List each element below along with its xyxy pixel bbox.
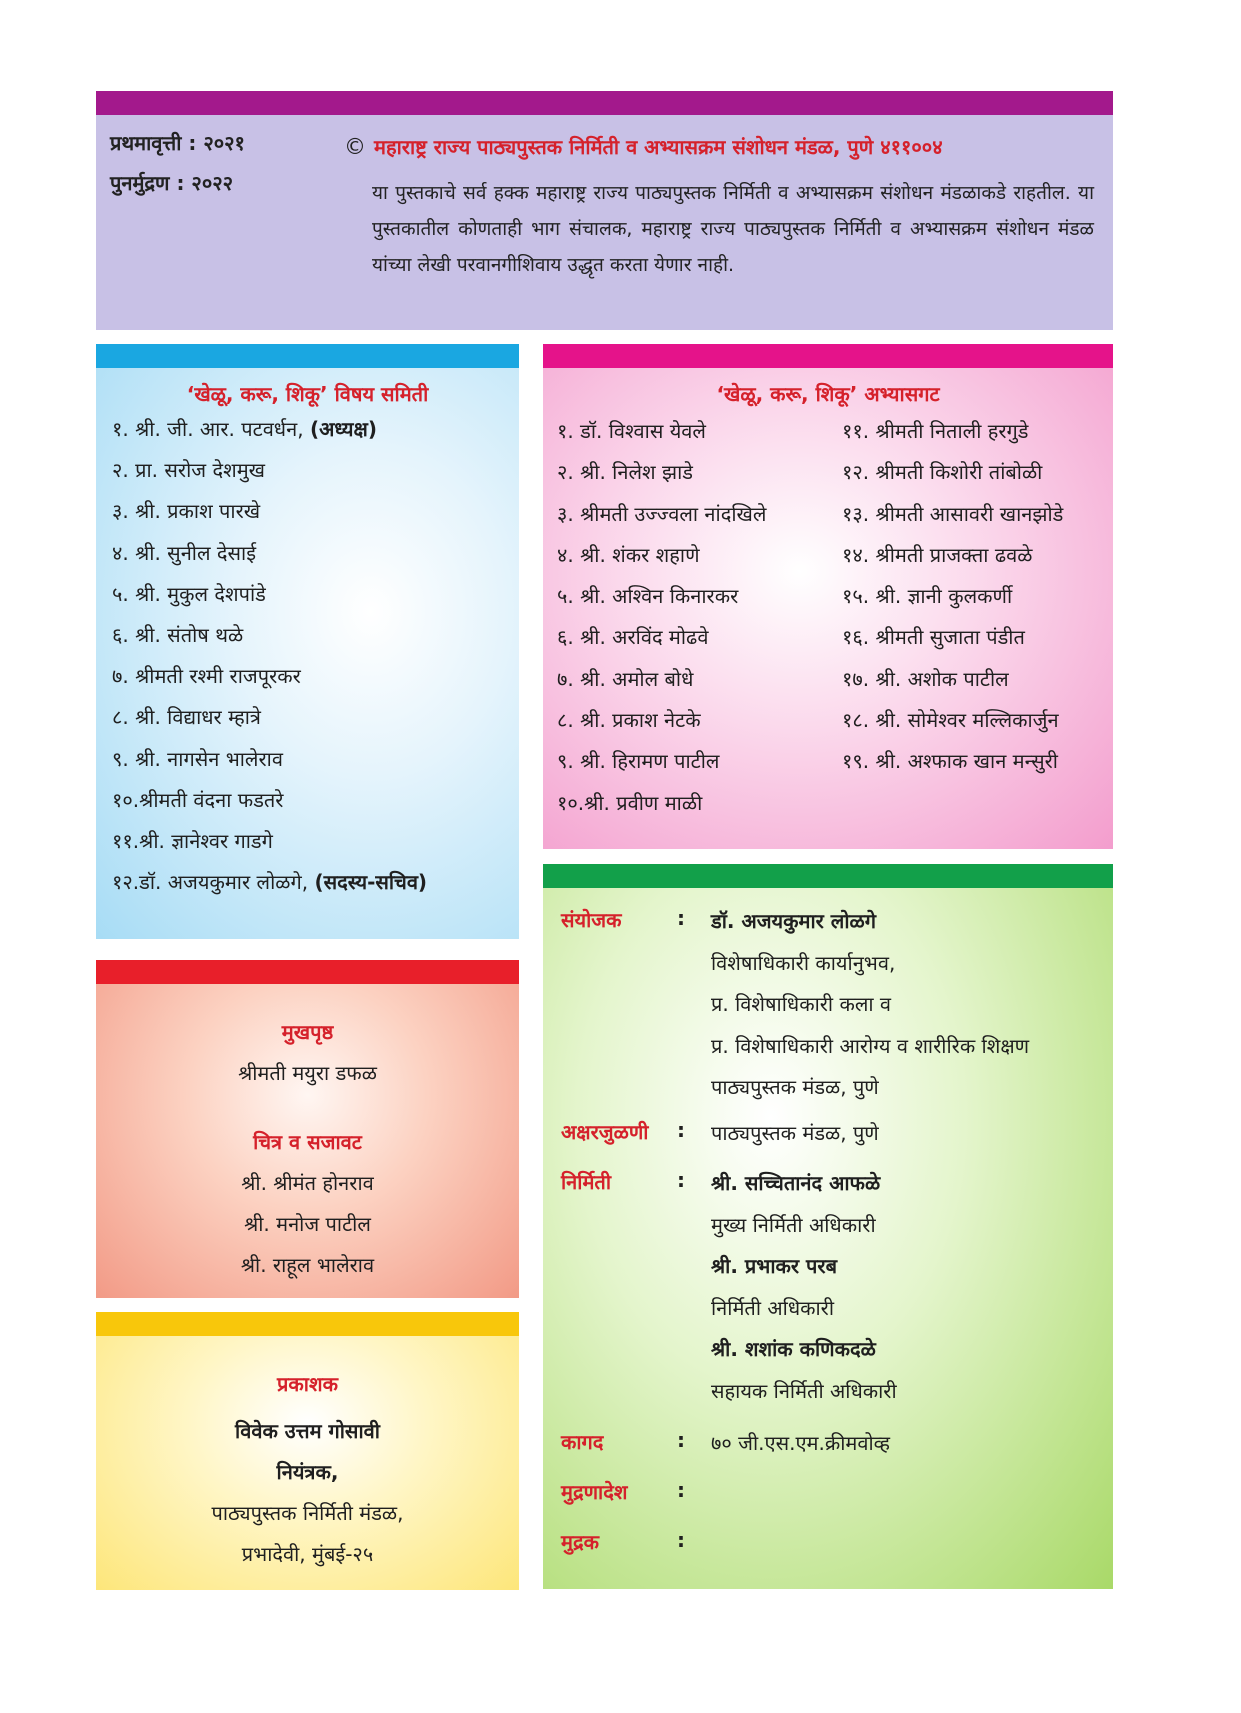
header-color-bar <box>96 91 1113 115</box>
first-edition: प्रथमावृत्ती : २०२१ <box>110 131 245 155</box>
list-item: १८. श्री. सोमेश्वर मल्लिकार्जुन <box>842 708 1059 733</box>
typesetting-label: अक्षरजुळणी <box>561 1120 649 1144</box>
list-item: ९. श्री. नागसेन भालेराव <box>112 746 283 771</box>
list-item: ६. श्री. संतोष थळे <box>112 622 244 647</box>
illustrator: श्री. श्रीमंत होनराव <box>241 1171 374 1195</box>
list-item: ५. श्री. अश्विन किनारकर <box>557 584 739 609</box>
publisher-org: पाठ्यपुस्तक निर्मिती मंडळ, <box>211 1501 404 1525</box>
list-item: १७. श्री. अशोक पाटील <box>842 666 1009 691</box>
committee-title: ‘खेळू, करू, शिकू’ विषय समिती <box>186 382 429 406</box>
credits-panel: संयोजक : डॉ. अजयकुमार लोळगे विशेषाधिकारी कार्यानुभव, प्र. विशेषाधिकारी कला व प्र. विशेषाधिकारी आरोग्य व शारीरिक शिक्षण पाठ्यपुस्तक मंडळ, पुणे अक्षरजुळणी : पाठ्यपुस्तक मंडळ, पुणे निर्मिती : श्री. सच्चितानंद आफळे मुख्य निर्मिती अधिकारी श्री. प्रभाकर परब निर्मिती अधिकारी श्री. शशांक कणिकदळे सहायक निर्मिती अधिकारी कागद : ७० जी.एस.एम.क्रीमवोव्ह मुद्रणादेश : मुद्रक : <box>543 864 1113 1589</box>
illustrator: श्री. मनोज पाटील <box>244 1212 371 1236</box>
study-group-panel <box>543 344 1113 849</box>
list-item: ११.श्री. ज्ञानेश्वर गाडगे <box>112 828 273 853</box>
list-item: १२. श्रीमती किशोरी तांबोळी <box>842 460 1043 485</box>
list-item: ४. श्री. शंकर शहाणे <box>557 542 700 567</box>
list-item: ५. श्री. मुकुल देशपांडे <box>112 581 266 606</box>
group-title: ‘खेळू, करू, शिकू’ अभ्यासगट <box>716 382 940 406</box>
committee-list <box>96 409 519 903</box>
publisher-title: प्रकाशक <box>277 1372 338 1396</box>
list-item: १९. श्री. अश्फाक खान मन्सुरी <box>842 749 1058 774</box>
cover-illustration-panel <box>96 960 519 1298</box>
copyright-header <box>96 91 1113 330</box>
list-item: ७. श्री. अमोल बोधे <box>557 666 694 691</box>
list-item: ८. श्री. प्रकाश नेटके <box>557 708 701 733</box>
illustration-title: चित्र व सजावट <box>253 1130 362 1154</box>
cover-color-bar <box>96 960 519 984</box>
committee-color-bar <box>96 344 519 368</box>
list-item: १२.डॉ. अजयकुमार लोळगे, (सदस्य-सचिव) <box>112 870 428 895</box>
list-item: ८. श्री. विद्याधर म्हात्रे <box>112 705 261 730</box>
rights-statement: या पुस्तकाचे सर्व हक्क महाराष्ट्र राज्य पाठ्यपुस्तक निर्मिती व अभ्यासक्रम संशोधन मंडळाकडे राहतील. या पुस्तकातील कोणताही भाग संचालक, महाराष्ट्र राज्य पाठ्यपुस्तक निर्मिती व अभ्यासक्रम संशोधन मंडळ यांच्या लेखी परवानगीशिवाय उद्धृत करता येणार नाही. <box>372 182 1094 276</box>
subject-committee-panel <box>96 344 519 939</box>
production-value: श्री. सच्चितानंद आफळे मुख्य निर्मिती अधिकारी श्री. प्रभाकर परब निर्मिती अधिकारी श्री. शशांक कणिकदळे सहायक निर्मिती अधिकारी <box>711 1171 897 1403</box>
print-order-label: मुद्रणादेश <box>561 1480 628 1504</box>
list-item: १४. श्रीमती प्राजक्ता ढवळे <box>842 542 1033 567</box>
list-item: १६. श्रीमती सुजाता पंडीत <box>842 625 1025 650</box>
group-color-bar <box>543 344 1113 368</box>
publisher-address: प्रभादेवी, मुंबई-२५ <box>241 1542 374 1566</box>
credits-color-bar <box>543 864 1113 888</box>
list-item: ११. श्रीमती निताली हरगुडे <box>842 419 1029 443</box>
list-item: ६. श्री. अरविंद मोढवे <box>557 625 709 650</box>
publisher-panel <box>96 1312 519 1590</box>
list-item: १५. श्री. ज्ञानी कुलकर्णी <box>842 584 1013 609</box>
list-item: २. प्रा. सरोज देशमुख <box>112 458 266 483</box>
reprint: पुनर्मुद्रण : २०२२ <box>110 171 234 195</box>
group-list-right <box>842 411 1063 783</box>
list-item: ७. श्रीमती रश्मी राजपूरकर <box>112 664 301 689</box>
copyright-symbol: © <box>344 135 366 160</box>
typesetting-value: पाठ्यपुस्तक मंडळ, पुणे <box>711 1121 879 1145</box>
list-item: २. श्री. निलेश झाडे <box>557 460 693 485</box>
paper-value: ७० जी.एस.एम.क्रीमवोव्ह <box>711 1431 891 1455</box>
publisher-name: विवेक उत्तम गोसावी <box>235 1419 380 1443</box>
paper-label: कागद <box>561 1430 604 1454</box>
group-list-left <box>557 411 766 824</box>
list-item: १०.श्रीमती वंदना फडतरे <box>112 787 284 812</box>
list-item: १३. श्रीमती आसावरी खानझोडे <box>842 501 1064 526</box>
illustrator: श्री. राहूल भालेराव <box>240 1253 375 1277</box>
coordinator-label: संयोजक <box>561 908 622 932</box>
copyright-owner: महाराष्ट्र राज्य पाठ्यपुस्तक निर्मिती व अभ्यासक्रम संशोधन मंडळ, पुणे ४११००४ <box>374 135 943 159</box>
list-item: ३. श्री. प्रकाश पारखे <box>112 499 261 524</box>
publisher-color-bar <box>96 1312 519 1336</box>
production-label: निर्मिती <box>561 1170 611 1194</box>
publisher-designation: नियंत्रक, <box>276 1460 339 1484</box>
cover-artist: श्रीमती मयुरा डफळ <box>238 1061 377 1085</box>
list-item: १. डॉ. विश्वास येवले <box>557 419 706 443</box>
copyright-line <box>344 133 943 160</box>
list-item: १०.श्री. प्रवीण माळी <box>557 790 703 815</box>
printer-label: मुद्रक <box>561 1530 599 1554</box>
list-item: ४. श्री. सुनील देसाई <box>112 540 257 565</box>
cover-title: मुखपृष्ठ <box>281 1020 334 1044</box>
coordinator-value: डॉ. अजयकुमार लोळगे विशेषाधिकारी कार्यानुभव, प्र. विशेषाधिकारी कला व प्र. विशेषाधिकारी आरोग्य व शारीरिक शिक्षण पाठ्यपुस्तक मंडळ, पुणे <box>711 909 1030 1099</box>
list-item: ३. श्रीमती उज्ज्वला नांदखिले <box>557 501 767 526</box>
list-item: १. श्री. जी. आर. पटवर्धन, (अध्यक्ष) <box>112 417 377 441</box>
list-item: ९. श्री. हिरामण पाटील <box>557 749 720 774</box>
